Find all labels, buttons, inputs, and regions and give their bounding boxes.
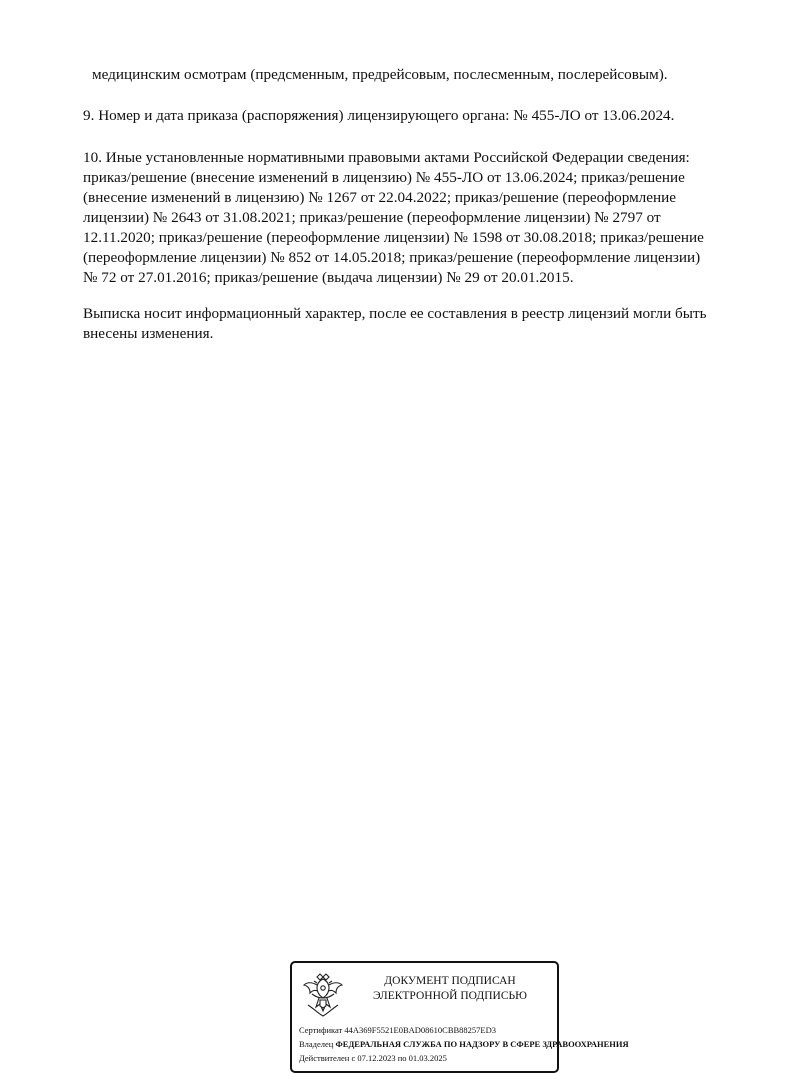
stamp-title-line: ЭЛЕКТРОННОЙ ПОДПИСЬЮ xyxy=(373,990,527,1002)
validity-row: Действителен с 07.12.2023 по 01.03.2025 xyxy=(299,1053,447,1063)
continuation-paragraph xyxy=(92,65,762,85)
license-order-number-text: 9. Номер и дата приказа (распоряжения) лицензирующего органа: № 455-ЛО от 13.06.2024. xyxy=(83,107,675,124)
other-details-paragraph xyxy=(83,148,763,288)
other-details-line: лицензии) № 2643 от 31.08.2021; приказ/решение (переоформление лицензии) № 2797 от xyxy=(83,209,661,226)
other-details-line: 10. Иные установленные нормативными правовыми актами Российской Федерации сведения: xyxy=(83,149,690,166)
certificate-label: Сертификат xyxy=(299,1025,343,1035)
stamp-title-line: ДОКУМЕНТ ПОДПИСАН xyxy=(384,975,516,987)
continuation-line: медицинским осмотрам (предсменным, предрейсовым, послесменным, послерейсовым). xyxy=(92,66,668,83)
other-details-line: № 72 от 27.01.2016; приказ/решение (выдача лицензии) № 29 от 20.01.2015. xyxy=(83,269,574,286)
owner-row xyxy=(299,1039,629,1050)
other-details-line: (переоформление лицензии) № 852 от 14.05.2018; приказ/решение (переоформление лицензии) xyxy=(83,249,701,266)
other-details-line: (внесение изменений в лицензию) № 1267 от 22.04.2022; приказ/решение (переоформление xyxy=(83,189,676,206)
license-order-number-paragraph xyxy=(83,106,763,126)
certificate-value: 44A369F5521E0BAD08610CBB88257ED3 xyxy=(344,1025,496,1035)
certificate-row xyxy=(299,1025,496,1036)
disclaimer-line: Выписка носит информационный характер, после ее составления в реестр лицензий могли быть xyxy=(83,305,707,322)
information-disclaimer xyxy=(83,304,768,344)
disclaimer-line: внесены изменения. xyxy=(83,325,214,342)
owner-label: Владелец xyxy=(299,1039,334,1049)
electronic-signature-stamp xyxy=(290,961,629,1073)
stamp-title xyxy=(352,974,548,1004)
owner-value: ФЕДЕРАЛЬНАЯ СЛУЖБА ПО НАДЗОРУ В СФЕРЕ ЗДРАВООХРАНЕНИЯ xyxy=(335,1039,629,1049)
other-details-line: приказ/решение (внесение изменений в лицензию) № 455-ЛО от 13.06.2024; приказ/решение xyxy=(83,169,685,186)
other-details-line: 12.11.2020; приказ/решение (переоформление лицензии) № 1598 от 30.08.2018; приказ/решение xyxy=(83,229,704,246)
russian-coat-of-arms-icon xyxy=(302,969,344,1019)
